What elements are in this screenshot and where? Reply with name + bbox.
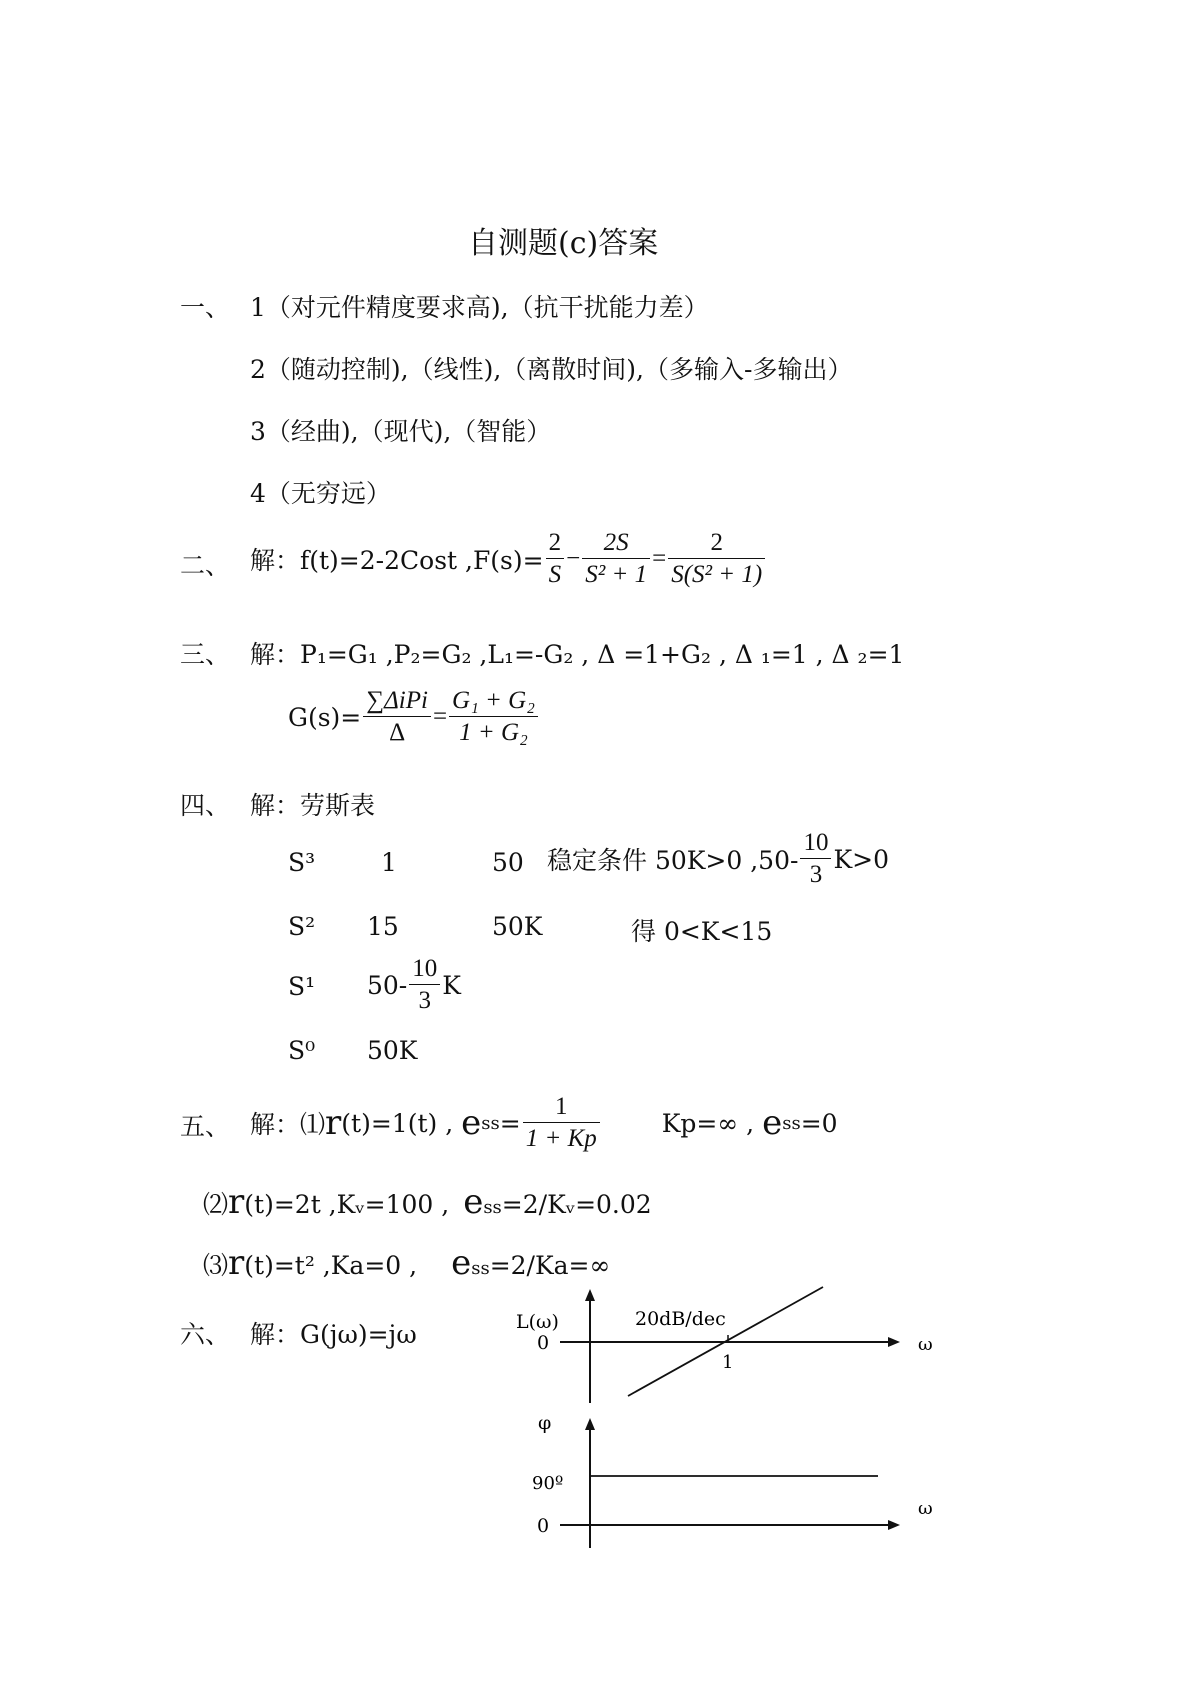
section-4-number: 四、 (180, 791, 231, 820)
routh-row-s3-power: S³ (288, 848, 316, 877)
fraction-1-over-1-plus-kp (523, 1094, 600, 1153)
fraction-sum-over-delta (363, 688, 431, 747)
e-symbol: e (461, 1103, 482, 1144)
r-symbol: r (228, 1243, 245, 1283)
fraction-g-result (449, 688, 538, 747)
r-symbol: r (325, 1103, 342, 1144)
s3-equals: = (432, 703, 448, 731)
s3-formula (288, 688, 540, 747)
s1-line-2: 2（随动控制),（线性),（离散时间),（多输入-多输出） (250, 355, 853, 384)
ss-subscript: ss (481, 1112, 500, 1134)
e-symbol: e (463, 1182, 484, 1222)
fraction-2s-over-s2-plus-1 (582, 530, 650, 589)
s2-minus: − (566, 545, 581, 573)
cond-text-2: K>0 (833, 844, 889, 874)
bode-phase-plot (500, 1412, 940, 1552)
routh-row-s2-b: 50K (492, 912, 543, 941)
section-1-number: 一、 (180, 293, 231, 322)
s2-f3-den: S(S² + 1) (671, 561, 763, 589)
page-title: 自测题(c)答案 (468, 226, 659, 261)
s5-l3c: =2/Ka=∞ (489, 1251, 611, 1280)
s2-f2-num: 2S (582, 530, 650, 559)
e-symbol: e (451, 1243, 472, 1283)
s2-formula (250, 530, 767, 589)
routh-row-s1-value (367, 956, 461, 1015)
s5-frac-den: 1 + Kp (525, 1125, 597, 1153)
e-symbol: e (762, 1103, 783, 1144)
phase-x-label: ω (918, 1498, 933, 1519)
bode-magnitude-plot (500, 1285, 940, 1410)
magnitude-x-label: ω (918, 1334, 933, 1355)
s3-f1-den: Δ (389, 719, 406, 747)
s2-equals: = (652, 545, 667, 573)
phase-90-label: 90º (532, 1473, 564, 1494)
y-axis-arrowhead (585, 1289, 595, 1301)
s5-l2a: ⑵ (203, 1190, 229, 1219)
s2-text: 解：f(t)=2-2Cost ,F(s)= (250, 546, 544, 576)
s5-l1c: Kp=∞ , (661, 1108, 755, 1138)
s5-l1b: (t)=1(t) , (341, 1108, 454, 1138)
routh-s1-k: K (442, 970, 461, 1000)
routh-row-s1-power: S¹ (288, 972, 316, 1001)
s3-g: G(s)= (288, 702, 362, 732)
s5-line-1 (250, 1094, 838, 1153)
routh-row-s3-b: 50 (492, 848, 524, 877)
routh-row-s2-power: S² (288, 912, 316, 941)
routh-s1-num: 10 (409, 956, 440, 985)
s3-f1-num: ∑ΔiPi (363, 688, 431, 717)
x-axis-arrowhead (888, 1337, 900, 1347)
section-6-number: 六、 (180, 1320, 231, 1349)
section-5-number: 五、 (180, 1112, 231, 1141)
phase-zero-label: 0 (537, 1515, 550, 1537)
k-range: 得 0<K<15 (631, 917, 773, 946)
section-3-number: 三、 (180, 640, 231, 669)
fraction-10-over-3 (800, 830, 831, 889)
s5-l2c: =2/Kᵥ=0.02 (501, 1190, 652, 1219)
routh-s1-den: 3 (418, 987, 432, 1015)
routh-s1-a: 50- (367, 970, 408, 1000)
cond-frac-den: 3 (809, 861, 823, 889)
slope-label: 20dB/dec (635, 1308, 726, 1330)
x-tick-label: 1 (722, 1352, 734, 1373)
routh-row-s3-a: 1 (381, 848, 397, 877)
routh-s1-fraction (409, 956, 440, 1015)
routh-row-s0-power: S⁰ (288, 1036, 316, 1065)
s5-frac-num: 1 (523, 1094, 600, 1123)
s5-l1a: 解：⑴ (250, 1110, 326, 1140)
routh-row-s2-a: 15 (367, 912, 399, 941)
stability-condition (547, 830, 889, 889)
ss-subscript: ss (782, 1112, 801, 1134)
s6-text: 解：G(jω)=jω (250, 1320, 417, 1349)
ss-subscript: ss (483, 1197, 502, 1218)
r-symbol: r (228, 1182, 245, 1222)
s1-line-3: 3（经曲),（现代),（智能） (250, 417, 552, 446)
cond-frac-num: 10 (800, 830, 831, 859)
s3-f2-den: 1 + G₂ (459, 719, 528, 747)
ss-subscript: ss (471, 1258, 490, 1279)
phase-x-arrowhead (888, 1520, 900, 1530)
fraction-2-over-s (546, 530, 565, 589)
section-2-number: 二、 (180, 551, 231, 580)
fraction-result (668, 530, 765, 589)
magnitude-zero-label: 0 (537, 1332, 550, 1354)
s2-f2-den: S² + 1 (585, 561, 648, 589)
s5-line-3 (203, 1243, 610, 1283)
s4-text: 解：劳斯表 (250, 791, 376, 820)
s1-line-4: 4（无穷远） (250, 479, 391, 508)
s2-f1-num: 2 (546, 530, 565, 559)
s3-f2-num: G₁ + G₂ (449, 688, 538, 717)
routh-row-s0-a: 50K (367, 1036, 418, 1065)
s2-f1-den: S (548, 561, 562, 589)
s3-text: 解：P₁=G₁ ,P₂=G₂ ,L₁=-G₂ , Δ =1+G₂ , Δ ₁=1 , Δ ₂=1 (250, 640, 905, 669)
s2-f3-num: 2 (668, 530, 765, 559)
cond-text-1: 稳定条件 50K>0 ,50- (547, 846, 799, 876)
s5-l3a: ⑶ (203, 1251, 229, 1280)
s5-line-2 (203, 1182, 652, 1222)
s1-line-1: 1（对元件精度要求高),（抗干扰能力差） (250, 293, 709, 322)
phase-y-label: φ (538, 1412, 552, 1434)
s5-l1d: =0 (800, 1108, 838, 1138)
s5-l2b: (t)=2t ,Kᵥ=100 , (244, 1190, 450, 1219)
s5-l3b: (t)=t² ,Ka=0 , (244, 1251, 418, 1280)
phase-y-arrowhead (585, 1418, 595, 1430)
s5-eq: = (499, 1108, 521, 1138)
magnitude-y-label: L(ω) (516, 1311, 559, 1333)
